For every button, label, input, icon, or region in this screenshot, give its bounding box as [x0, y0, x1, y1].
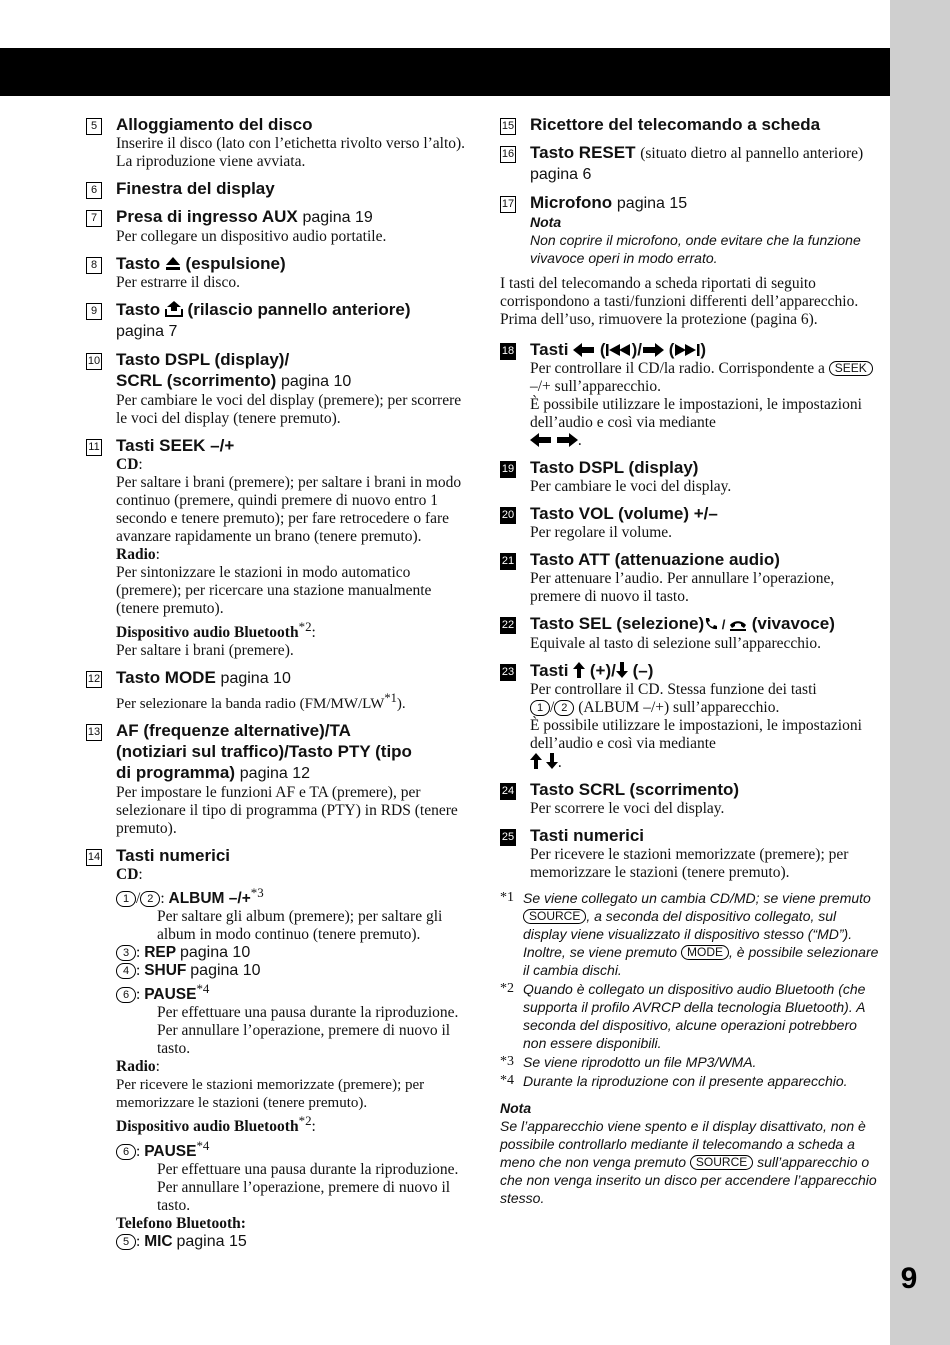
footnote-ref: *4	[196, 1137, 210, 1153]
eject-icon	[165, 256, 181, 271]
paren-open: (	[668, 340, 675, 359]
paren-close: )	[700, 340, 707, 359]
footnote-3	[500, 1053, 883, 1071]
key-6: 6	[116, 987, 136, 1003]
item-number: 5	[86, 118, 102, 135]
source-button-label: SOURCE	[690, 1155, 753, 1170]
item-title: Microfono	[530, 193, 613, 212]
item-title-tail: (espulsione)	[185, 254, 286, 273]
item-text: Inserire il disco (lato con l’etichetta rivolto verso l’alto). La riproduzione viene avviata.	[116, 135, 466, 170]
seek-button-label: SEEK	[829, 361, 873, 376]
footnote-text: Se viene riprodotto un file MP3/WMA.	[523, 1054, 757, 1070]
item-title: AF (frequenze alternative)/TA	[116, 721, 351, 741]
item-20	[500, 503, 883, 542]
key-6: 6	[116, 1144, 136, 1160]
item-title-2: (notiziari sul traffico)/Tasto PTY (tipo	[116, 742, 412, 762]
phone-offhook-icon	[704, 617, 718, 631]
shuf-label: SHUF	[144, 962, 187, 980]
item-number: 17	[500, 196, 516, 213]
item-number: 20	[500, 507, 516, 524]
note-text: Non coprire il microfono, onde evitare che la funzione vivavoce operi in modo errato.	[530, 232, 861, 266]
item-text: Per collegare un dispositivo audio portatile.	[116, 228, 387, 245]
cd-label: CD	[116, 456, 139, 473]
album-text: Per saltare gli album (premere); per saltare gli album in modo continuo (tenere premuto).	[157, 908, 443, 944]
item-12	[86, 667, 466, 713]
item-number: 18	[500, 343, 516, 360]
note-text-2: sull’apparecchio o che non venga inserito un disco per accendere l’apparecchio stesso.	[500, 1154, 877, 1206]
item-10	[86, 349, 466, 428]
item-title-tail: (rilascio pannello anteriore)	[187, 300, 411, 319]
item-number: 24	[500, 783, 516, 800]
pause-text: Per effettuare una pausa durante la riproduzione. Per annullare l’operazione, premere di nuovo il tasto.	[157, 1004, 459, 1058]
header-bar	[0, 48, 890, 96]
item-text: Per impostare le funzioni AF e TA (premere), per selezionare il tipo di programma (PTY) in RDS (tenere premuto).	[116, 784, 458, 838]
arrow-down-icon	[546, 753, 558, 769]
item-number: 12	[86, 671, 102, 688]
footnote-text-3: , è possibile selezionare il cambia dischi.	[523, 944, 879, 978]
right-column	[500, 114, 883, 1207]
footnote-1	[500, 889, 883, 979]
item-text: Equivale al tasto di selezione sull’apparecchio.	[530, 635, 821, 652]
item-title: Tasto MODE	[116, 668, 216, 688]
item-number: 19	[500, 461, 516, 478]
item-number: 23	[500, 664, 516, 681]
footnote-ref: *2	[298, 619, 312, 634]
item-title: Tasti numerici	[116, 846, 230, 866]
arrow-left-icon	[573, 343, 595, 357]
key-3: 3	[116, 945, 136, 961]
next-track-icon	[674, 343, 700, 357]
item-title: Ricettore del telecomando a scheda	[530, 115, 821, 134]
item-title: Alloggiamento del disco	[116, 115, 313, 134]
radio-label: Radio	[116, 1058, 156, 1076]
arrow-right-icon	[642, 343, 664, 357]
item-text: Per cambiare le voci del display (premere); per scorrere le voci del display (tenere premuto).	[116, 392, 462, 427]
bluetooth-label: Dispositivo audio Bluetooth	[116, 624, 299, 642]
item-number: 25	[500, 829, 516, 846]
key-2: 2	[554, 700, 574, 716]
item-text: Per controllare il CD. Stessa funzione dei tasti	[530, 681, 817, 698]
item-text: Per ricevere le stazioni memorizzate (premere); per memorizzare le stazioni (tenere premuto).	[530, 846, 849, 881]
pause-label: PAUSE	[144, 1142, 197, 1160]
item-number: 16	[500, 146, 516, 163]
item-23: 23 Tasti (+)/ (–) Per controllare il CD. Stessa funzione dei tasti 1 / 2 (ALBUM –/+) sull’apparecchio. È possibile utilizzare le impostazioni, le impostazioni dell’audio e così via mediante .	[500, 660, 883, 772]
left-column	[86, 114, 466, 1258]
radio-label: Radio	[116, 546, 156, 563]
item-text-3: È possibile utilizzare le impostazioni, le impostazioni dell’audio e così via mediante	[530, 717, 862, 752]
footnote-ref: *4	[196, 981, 210, 997]
item-text: Per controllare il CD/la radio. Corrispondente a	[530, 360, 825, 377]
item-text-2: –/+ sull’apparecchio.	[530, 378, 661, 395]
item-title: Presa di ingresso AUX	[116, 207, 298, 226]
item-5	[86, 114, 466, 171]
rep-label: REP	[144, 944, 177, 962]
item-18: 18 Tasti ( )/ ( ) Per controllare il CD/la radio. Corrispondente a SEEK –/+ sull’apparecchio. È possibile utilizzare le impostazioni, le impostazioni dell’audio e così via mediante .	[500, 339, 883, 450]
footnote-text: Durante la riproduzione con il presente apparecchio.	[523, 1073, 848, 1089]
item-number: 11	[86, 439, 102, 456]
item-number: 14	[86, 849, 102, 866]
footnote-mark: *3	[500, 1054, 514, 1069]
item-text: Per regolare il volume.	[530, 524, 673, 541]
note-label: Nota	[500, 1100, 532, 1116]
item-title: Tasti SEEK –/+	[116, 436, 235, 455]
item-text: Per estrarre il disco.	[116, 274, 240, 291]
item-title-minus: (–)	[632, 661, 654, 680]
item-title-2: SCRL (scorrimento)	[116, 371, 277, 390]
footnote-mark: *1	[500, 890, 514, 905]
item-title: Tasto SCRL (scorrimento)	[530, 780, 740, 799]
final-note	[500, 1100, 883, 1207]
item-24	[500, 779, 883, 818]
item-6	[86, 178, 466, 199]
key-5: 5	[116, 1234, 136, 1250]
footnote-ref: *1	[384, 691, 397, 706]
item-21	[500, 549, 883, 606]
item-title: Tasto RESET	[530, 143, 636, 162]
phone-onhook-icon	[729, 619, 747, 631]
item-title: Tasto DSPL (display)	[530, 458, 699, 477]
item-title: Tasti numerici	[530, 826, 644, 845]
item-title-3: di programma)	[116, 763, 236, 783]
item-number: 10	[86, 353, 102, 370]
page-ref: pagina 15	[176, 1232, 247, 1250]
arrow-left-icon	[530, 433, 552, 447]
item-22: 22 Tasto SEL (selezione) / (vivavoce) Equivale al tasto di selezione sull’apparecchio.	[500, 613, 883, 653]
paren-open: (	[599, 340, 606, 359]
item-19	[500, 457, 883, 496]
footnote-4	[500, 1072, 883, 1090]
footnote-mark: *4	[500, 1073, 514, 1088]
item-15	[500, 114, 883, 135]
arrow-up-icon	[573, 662, 585, 678]
item-text: Per cambiare le voci del display.	[530, 478, 732, 495]
key-1: 1	[530, 700, 550, 716]
page-ref: pagina 15	[616, 195, 688, 212]
item-title: Finestra del display	[116, 179, 275, 198]
footnote-ref: *3	[250, 885, 264, 901]
paren-close-slash: )/	[631, 340, 642, 359]
radio-text: Per ricevere le stazioni memorizzate (premere); per memorizzare le stazioni (tenere premuto).	[116, 1077, 425, 1112]
album-label: ALBUM –/+	[168, 890, 251, 908]
item-title: Tasto	[116, 254, 161, 273]
cd-text: Per saltare i brani (premere); per saltare i brani in modo continuo (premere, quindi premere di nuovo entro 1 secondo e tenere premuto); per fare retrocedere o fare avanzare rapidamente un brano (tenere premuto).	[116, 474, 462, 545]
item-title: Tasto	[116, 300, 161, 319]
item-9	[86, 299, 466, 342]
page-ref: pagina 10	[220, 670, 291, 688]
item-title: Tasto ATT (attenuazione audio)	[530, 550, 780, 569]
bluetooth-label: Dispositivo audio Bluetooth	[116, 1118, 299, 1136]
cd-label: CD	[116, 866, 139, 884]
footnote-2	[500, 980, 883, 1052]
mic-label: MIC	[144, 1232, 173, 1250]
page-ref: pagina 19	[302, 209, 373, 226]
item-title-tail: (situato dietro al pannello anteriore)	[640, 145, 864, 162]
page-side-tab	[890, 0, 950, 1345]
pause-label: PAUSE	[144, 986, 197, 1004]
item-number: 15	[500, 118, 516, 135]
intro-paragraph: I tasti del telecomando a scheda riportati di seguito corrispondono a tasti/funzioni differenti dell’apparecchio. Prima dell’uso, rimuovere la protezione (pagina 6).	[500, 275, 859, 328]
item-14: 14 Tasti numerici CD: 1 / 2 : ALBUM –/+$^{*3}$ Per saltare gli album (premere); per saltare gli album in modo continuo (tenere premuto). 3 : REP pagina 10 4 : SHUF pagina 10 6 : PAUSE$^{*4}$ Per effettuare una pausa durante la riproduzione. Per annullare l’operazione, premere di nuovo il tasto. Radio: Per ricevere le stazioni memorizzate (premere); per memorizzare le stazioni (tenere premuto). Dispositivo audio Bluetooth$^{*2}$: 6 : PAUSE$^{*4}$ Per effettuare una pausa durante la riproduzione. Per annullare l’operazione, premere di nuovo il tasto. Telefono Bluetooth: 5 : MIC pagina 15	[86, 845, 466, 1251]
note-text: Se l’apparecchio viene spento e il display disattivato, non è possibile controllarlo mediante il telecomando a scheda a meno che non venga premuto	[500, 1118, 866, 1170]
item-11: 11 Tasti SEEK –/+ CD: Per saltare i brani (premere); per saltare i brani in modo continuo (premere, quindi premere di nuovo entro 1 secondo e tenere premuto); per fare retrocedere o fare avanzare rapidamente un brano (tenere premuto). Radio: Per sintonizzare le stazioni in modo automatico (premere); per ricercare una stazione manualmente (tenere premuto). Dispositivo audio Bluetooth$^{*2}$: Per saltare i brani (premere).	[86, 435, 466, 660]
item-number: 9	[86, 303, 102, 320]
page-ref: pagina 10	[281, 373, 352, 390]
item-text: Per scorrere le voci del display.	[530, 800, 725, 817]
telephone-label: Telefono Bluetooth:	[116, 1214, 246, 1232]
bluetooth-text: Per saltare i brani (premere).	[116, 642, 294, 660]
panel-release-icon	[165, 300, 183, 317]
key-1: 1	[116, 891, 136, 907]
footnote-text: Quando è collegato un dispositivo audio Bluetooth (che supporta il profilo AVRCP della tecnologia Bluetooth). A seconda del dispositivo, alcune operazioni potrebbero non essere disponibili.	[523, 981, 866, 1051]
item-17	[500, 192, 883, 267]
item-number: 13	[86, 724, 102, 741]
item-text: Per selezionare la banda radio (FM/MW/LW	[116, 696, 385, 713]
footnote-text-2: , a seconda del dispositivo collegato, sul display viene visualizzato il dispositivo stesso (“MD”). Inoltre, se viene premuto	[523, 908, 853, 960]
item-number: 21	[500, 553, 516, 570]
item-text: Per attenuare l’audio. Per annullare l’operazione, premere di nuovo il tasto.	[530, 570, 835, 605]
item-title: Tasto VOL (volume) +/–	[530, 504, 718, 523]
footnote-text: Se viene collegato un cambia CD/MD; se viene premuto	[523, 890, 871, 906]
page-ref: pagina 10	[190, 962, 261, 980]
item-number: 22	[500, 617, 516, 634]
arrow-down-icon	[616, 662, 628, 678]
item-number: 8	[86, 257, 102, 274]
radio-text: Per sintonizzare le stazioni in modo automatico (premere); per ricercare una stazione manualmente (tenere premuto).	[116, 564, 432, 617]
item-number: 6	[86, 182, 102, 199]
item-text-end: ).	[396, 696, 406, 713]
item-16	[500, 142, 883, 185]
item-number: 7	[86, 210, 102, 227]
item-25	[500, 825, 883, 882]
footnote-ref: *2	[298, 1113, 312, 1129]
item-text-3: È possibile utilizzare le impostazioni, le impostazioni dell’audio e così via mediante	[530, 396, 862, 431]
item-title-plus: (+)/	[589, 661, 616, 680]
item-title: Tasti	[530, 340, 569, 359]
page-ref: pagina 10	[179, 944, 251, 962]
mode-button-label: MODE	[681, 945, 729, 960]
item-title: Tasto SEL (selezione)	[530, 614, 705, 633]
footnote-mark: *2	[500, 981, 514, 996]
footnotes	[500, 889, 883, 1090]
source-button-label: SOURCE	[523, 909, 586, 924]
page-number: 9	[900, 1262, 918, 1295]
note-label: Nota	[530, 214, 562, 230]
item-title: Tasti	[530, 661, 569, 680]
previous-track-icon	[606, 343, 632, 357]
item-13	[86, 720, 466, 838]
item-title: Tasto DSPL (display)/	[116, 350, 290, 369]
item-8	[86, 253, 466, 292]
page-ref: pagina 12	[239, 765, 311, 783]
item-title-tail: (vivavoce)	[751, 614, 835, 633]
key-4: 4	[116, 963, 136, 979]
item-text-2: (ALBUM –/+) sull’apparecchio.	[578, 699, 780, 716]
arrow-right-icon	[556, 433, 578, 447]
pause-text: Per effettuare una pausa durante la riproduzione. Per annullare l’operazione, premere di nuovo il tasto.	[157, 1160, 459, 1214]
key-2: 2	[140, 891, 160, 907]
page-ref: pagina 6	[530, 166, 592, 183]
item-7	[86, 206, 466, 246]
page-ref: pagina 7	[116, 323, 178, 340]
arrow-up-icon	[530, 753, 542, 769]
